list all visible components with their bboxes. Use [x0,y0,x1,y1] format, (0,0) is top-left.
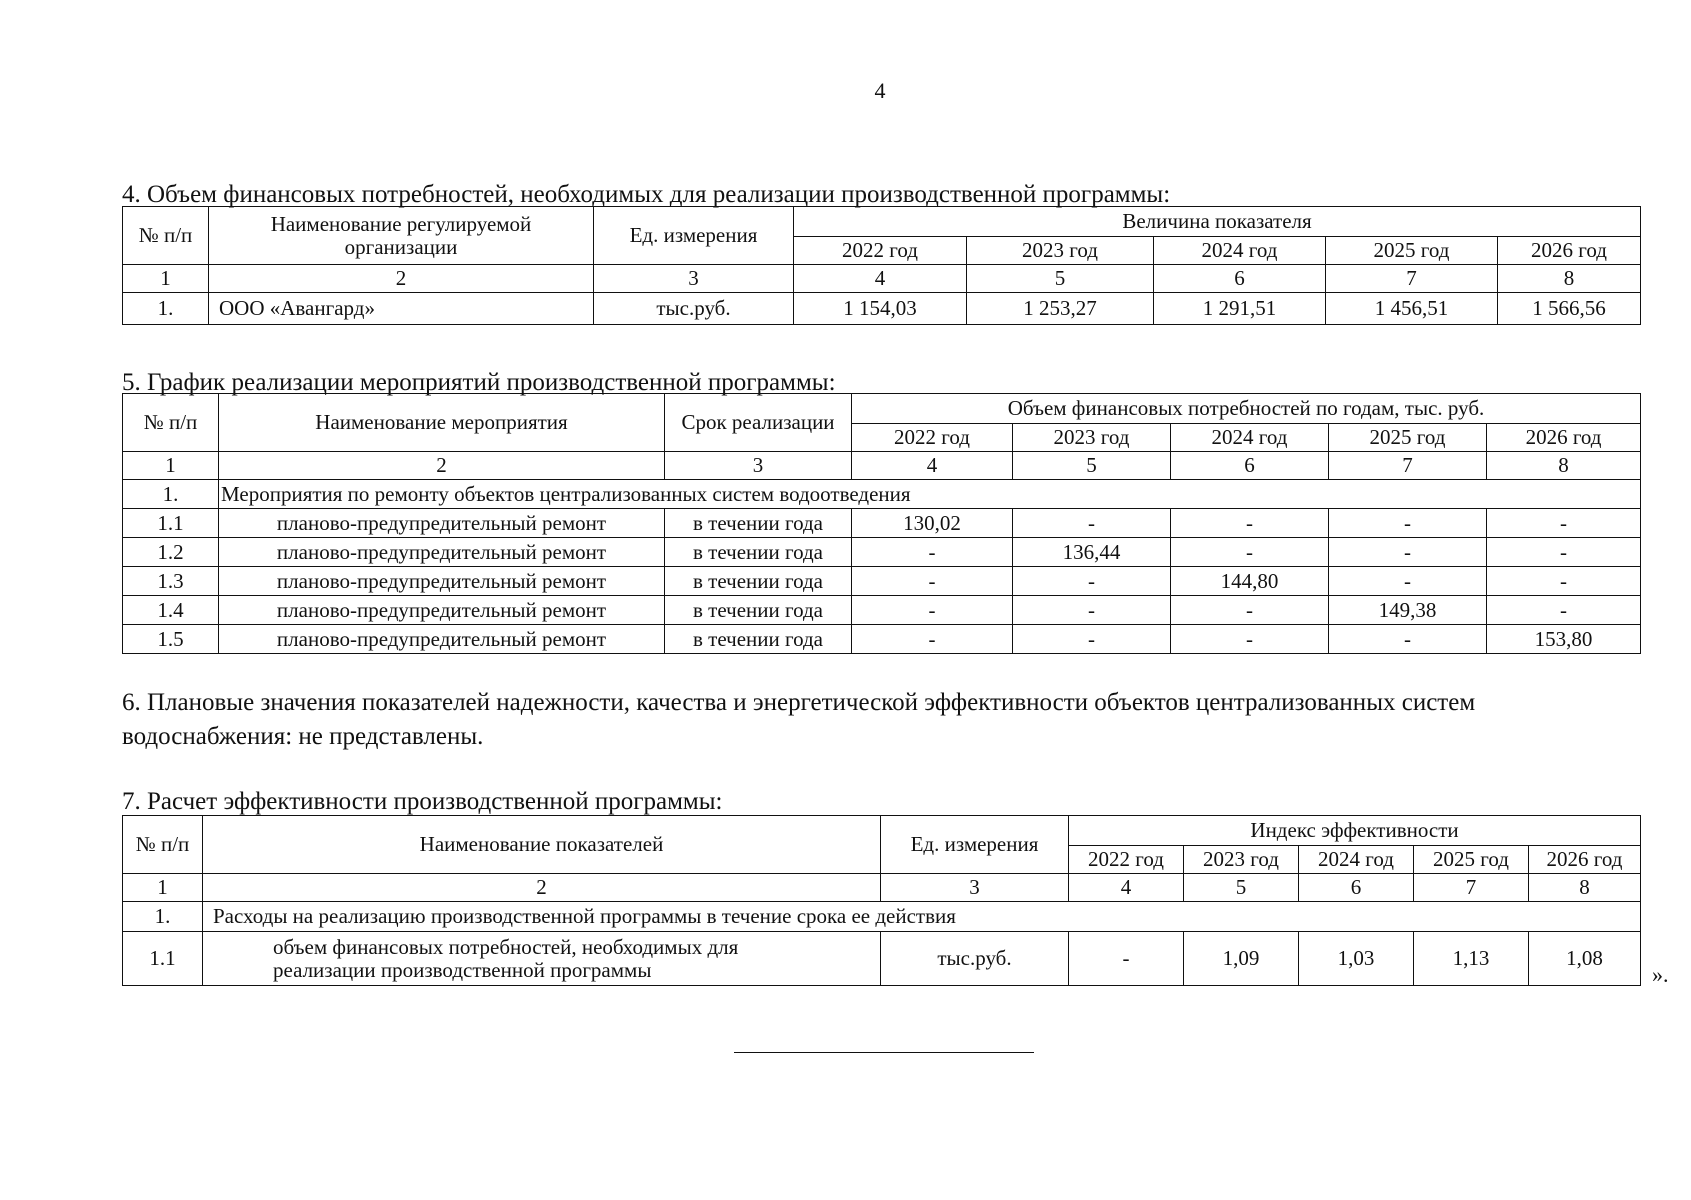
col-number: 1 [123,874,203,902]
row-value: - [1013,625,1171,654]
page-number: 4 [874,78,886,103]
col-number: 5 [1184,874,1299,902]
col-number: 8 [1529,874,1641,902]
header-unit: Ед. измерения [594,207,794,265]
financial-needs-table [122,206,1641,325]
row-value: - [1487,567,1641,596]
col-number: 5 [1013,452,1171,480]
row-value: - [1013,567,1171,596]
header-year: 2023 год [967,237,1154,265]
header-year: 2024 год [1171,424,1329,452]
col-number: 4 [1069,874,1184,902]
row-term: в течении года [665,567,852,596]
group-num: 1. [123,902,203,932]
group-name: Мероприятия по ремонту объектов централизованных систем водоотведения [219,480,1641,509]
header-num: № п/п [123,207,209,265]
header-name: Наименование мероприятия [219,394,665,452]
header-year: 2026 год [1529,846,1641,874]
table-row [123,596,1641,625]
header-num: № п/п [123,394,219,452]
row-value: 130,02 [852,509,1013,538]
header-year: 2026 год [1498,237,1641,265]
row-value: - [1171,625,1329,654]
col-number: 6 [1299,874,1414,902]
row-value: - [1069,932,1184,986]
row-value: 1 456,51 [1326,293,1498,325]
section-7-heading: 7. Расчет эффективности производственной программы: [122,788,723,815]
row-value: - [1171,596,1329,625]
row-name: планово-предупредительный ремонт [219,567,665,596]
row-value: 149,38 [1329,596,1487,625]
col-number: 2 [203,874,881,902]
row-value: - [1487,509,1641,538]
header-value-group: Индекс эффективности [1069,816,1641,846]
row-value: - [1487,538,1641,567]
end-rule [734,1052,1034,1053]
row-org: ООО «Авангард» [209,293,594,325]
col-number: 3 [594,265,794,293]
table-row [123,567,1641,596]
row-num: 1.1 [123,509,219,538]
header-year: 2024 год [1299,846,1414,874]
header-org: Наименование регулируемой организации [209,207,594,265]
row-value: 1 566,56 [1498,293,1641,325]
row-value: 1 154,03 [794,293,967,325]
col-number: 3 [881,874,1069,902]
table-row [123,625,1641,654]
col-number: 7 [1329,452,1487,480]
col-number: 5 [967,265,1154,293]
row-value: 1,08 [1529,932,1641,986]
row-term: в течении года [665,625,852,654]
header-year: 2022 год [852,424,1013,452]
row-value: 1,13 [1414,932,1529,986]
col-number: 4 [852,452,1013,480]
section-4-heading: 4. Объем финансовых потребностей, необходимых для реализации производственной программы: [122,181,1171,208]
row-value: - [1329,625,1487,654]
schedule-table [122,393,1641,654]
header-num: № п/п [123,816,203,874]
row-value: - [1171,509,1329,538]
table-row [123,932,1641,986]
row-value: 1 291,51 [1154,293,1326,325]
header-value-group: Величина показателя [794,207,1641,237]
col-number: 3 [665,452,852,480]
col-number: 7 [1326,265,1498,293]
header-year: 2023 год [1184,846,1299,874]
header-year: 2024 год [1154,237,1326,265]
row-name: планово-предупредительный ремонт [219,596,665,625]
row-unit: тыс.руб. [594,293,794,325]
header-year: 2025 год [1329,424,1487,452]
col-number: 8 [1498,265,1641,293]
section-6-text: 6. Плановые значения показателей надежности, качества и энергетической эффективности объектов централизованных систем водоснабжения: не представлены. [122,689,1476,750]
row-term: в течении года [665,538,852,567]
col-number: 8 [1487,452,1641,480]
col-number: 7 [1414,874,1529,902]
table-row [123,538,1641,567]
row-value: 1 253,27 [967,293,1154,325]
group-num: 1. [123,480,219,509]
header-unit: Ед. измерения [881,816,1069,874]
header-year: 2023 год [1013,424,1171,452]
row-num: 1.1 [123,932,203,986]
table-row [123,293,1641,325]
header-value-group: Объем финансовых потребностей по годам, тыс. руб. [852,394,1641,424]
row-value: - [1487,596,1641,625]
row-term: в течении года [665,509,852,538]
group-row [123,902,1641,932]
row-num: 1. [123,293,209,325]
row-value: - [852,625,1013,654]
row-num: 1.3 [123,567,219,596]
row-name: планово-предупредительный ремонт [219,538,665,567]
header-year: 2025 год [1326,237,1498,265]
closing-quote: ». [1652,962,1669,987]
table-row [123,509,1641,538]
row-num: 1.5 [123,625,219,654]
row-unit: тыс.руб. [881,932,1069,986]
row-value: 144,80 [1171,567,1329,596]
col-number: 1 [123,452,219,480]
row-value: 1,03 [1299,932,1414,986]
col-number: 2 [209,265,594,293]
row-name: планово-предупредительный ремонт [219,625,665,654]
row-value: - [1171,538,1329,567]
header-year: 2022 год [794,237,967,265]
section-5-heading: 5. График реализации мероприятий производственной программы: [122,369,836,396]
group-name: Расходы на реализацию производственной программы в течение срока ее действия [203,902,1641,932]
header-name: Наименование показателей [203,816,881,874]
col-number: 6 [1171,452,1329,480]
header-year: 2022 год [1069,846,1184,874]
header-term: Срок реализации [665,394,852,452]
row-value: 136,44 [1013,538,1171,567]
row-term: в течении года [665,596,852,625]
row-num: 1.4 [123,596,219,625]
row-value: - [852,596,1013,625]
row-value: 153,80 [1487,625,1641,654]
row-value: - [852,538,1013,567]
group-row [123,480,1641,509]
efficiency-table [122,815,1641,986]
row-value: - [1013,596,1171,625]
row-value: - [1329,538,1487,567]
row-value: - [852,567,1013,596]
row-value: - [1329,509,1487,538]
header-year: 2026 год [1487,424,1641,452]
row-num: 1.2 [123,538,219,567]
col-number: 6 [1154,265,1326,293]
col-number: 4 [794,265,967,293]
row-value: - [1013,509,1171,538]
header-year: 2025 год [1414,846,1529,874]
row-value: - [1329,567,1487,596]
row-name: планово-предупредительный ремонт [219,509,665,538]
row-value: 1,09 [1184,932,1299,986]
col-number: 1 [123,265,209,293]
col-number: 2 [219,452,665,480]
row-name: объем финансовых потребностей, необходимых для реализации производственной программы [203,932,881,986]
